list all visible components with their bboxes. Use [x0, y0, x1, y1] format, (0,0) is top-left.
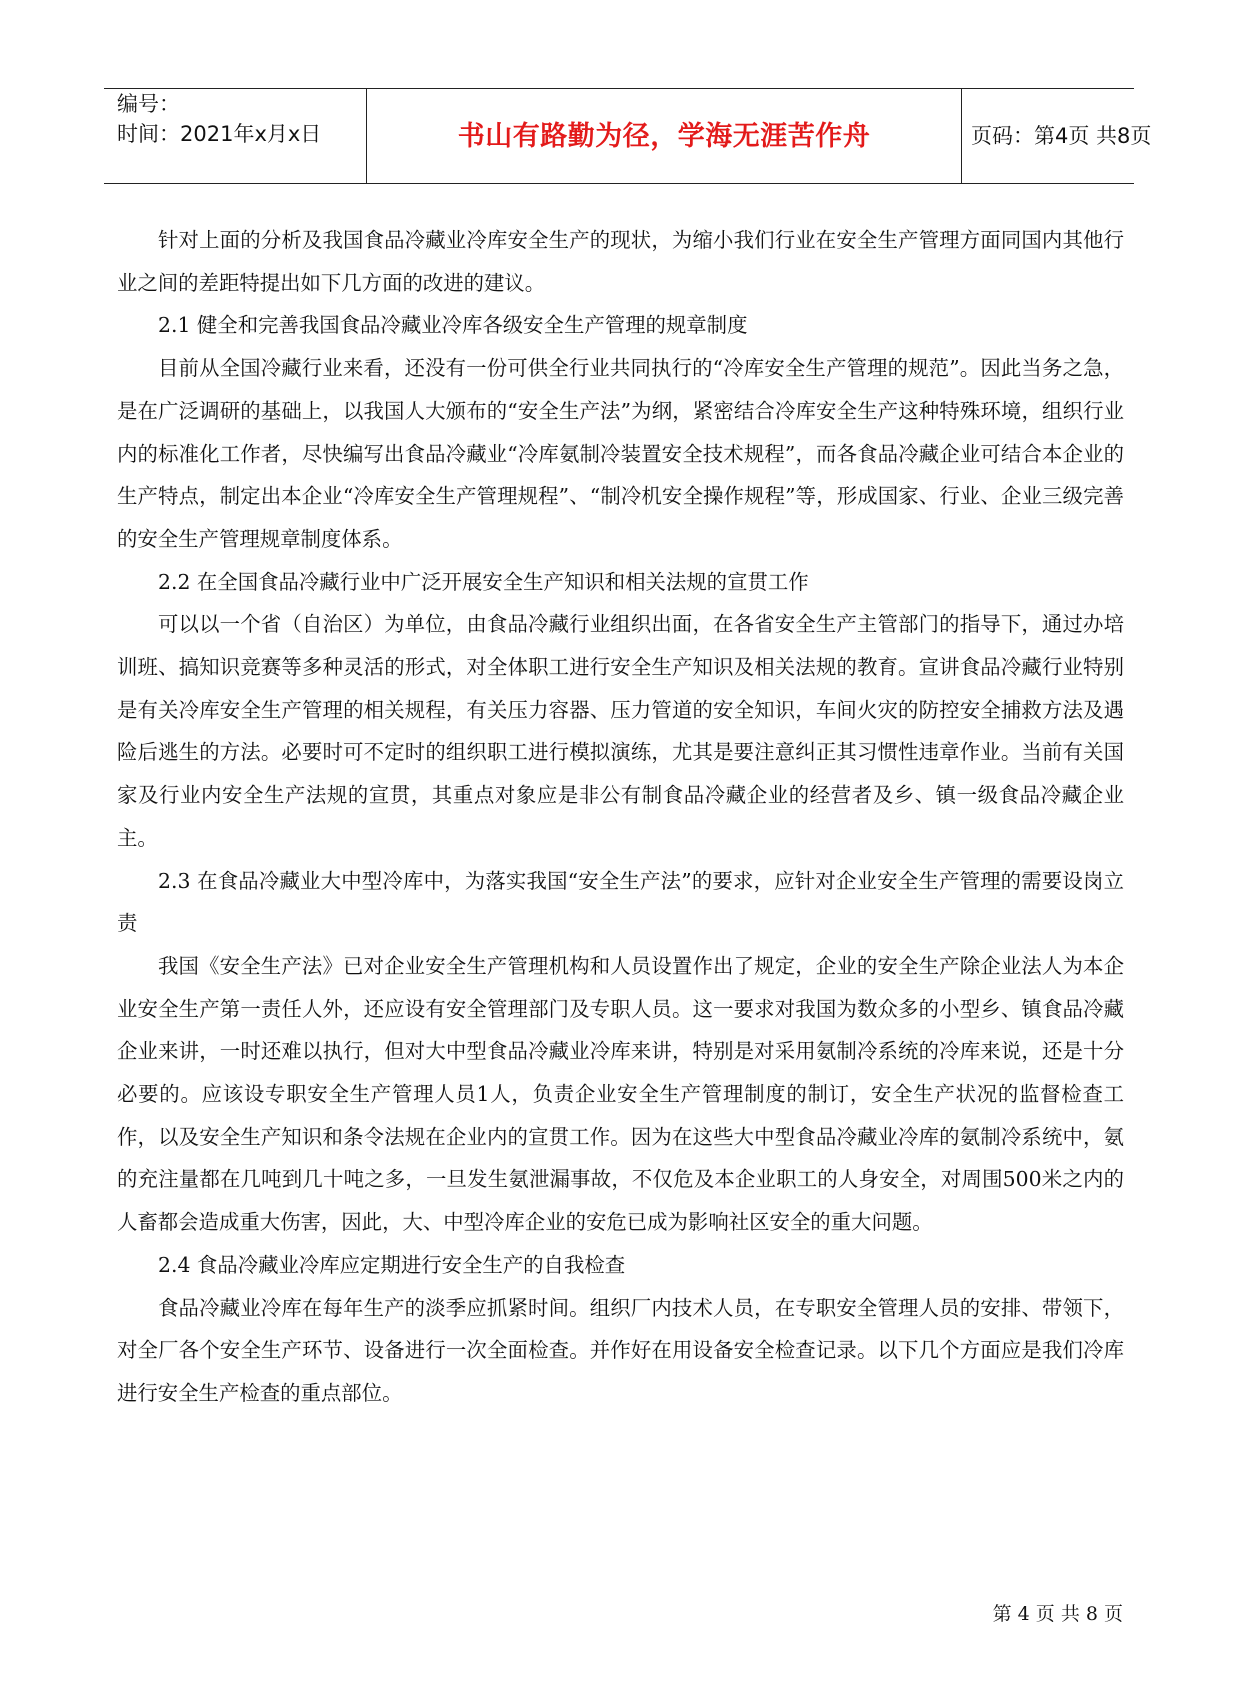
header-motto-cell: [366, 89, 962, 183]
header-left-cell: [104, 89, 366, 183]
body-paragraph: 可以以一个省（自治区）为单位，由食品冷藏行业组织出面，在各省安全生产主管部门的指导下，通过办培训班、搞知识竞赛等多种灵活的形式，对全体职工进行安全生产知识及相关法规的教育。宣讲食品冷藏行业特别是有关冷库安全生产管理的相关规程，有关压力容器、压力管道的安全知识，车间火灾的防控安全捕救方法及遇险后逃生的方法。必要时可不定时的组织职工进行模拟演练，尤其是要注意纠正其习惯性违章作业。当前有关国家及行业内安全生产法规的宣贯，其重点对象应是非公有制食品冷藏企业的经营者及乡、镇一级食品冷藏企业主。: [117, 612, 1124, 850]
section-heading-2-2: 2.2 在全国食品冷藏行业中广泛开展安全生产知识和相关法规的宣贯工作: [158, 569, 809, 594]
document-number-label: 编号：: [117, 92, 180, 116]
section-heading-2-1: 2.1 健全和完善我国食品冷藏业冷库各级安全生产管理的规章制度: [158, 313, 748, 338]
section-heading-2-4: 2.4 食品冷藏业冷库应定期进行安全生产的自我检查: [158, 1252, 626, 1277]
header-motto: 书山有路勤为径，学海无涯苦作舟: [457, 121, 871, 152]
section-heading-2-3: 2.3 在食品冷藏业大中型冷库中，为落实我国“安全生产法”的要求，应针对企业安全生产管理的需要设岗立责: [117, 868, 1124, 936]
header-right-cell: [961, 89, 1152, 183]
document-time-label: 时间：2021年x月x日: [117, 122, 322, 146]
header-page-info: 页码：第4页 共8页: [971, 124, 1152, 148]
body-paragraph: 食品冷藏业冷库在每年生产的淡季应抓紧时间。组织厂内技术人员，在专职安全管理人员的安排、带领下，对全厂各个安全生产环节、设备进行一次全面检查。并作好在用设备安全检查记录。以下几个方面应是我们冷库进行安全生产检查的重点部位。: [117, 1295, 1124, 1405]
page-header: [104, 88, 1152, 184]
page-footer: 第 4 页 共 8 页: [992, 1603, 1123, 1625]
body-paragraph: 针对上面的分析及我国食品冷藏业冷库安全生产的现状，为缩小我们行业在安全生产管理方面同国内其他行业之间的差距特提出如下几方面的改进的建议。: [117, 228, 1124, 295]
body-paragraph: 目前从全国冷藏行业来看，还没有一份可供全行业共同执行的“冷库安全生产管理的规范”。因此当务之急，是在广泛调研的基础上，以我国人大颁布的“安全生产法”为纲，紧密结合冷库安全生产这种特殊环境，组织行业内的标准化工作者，尽快编写出食品冷藏业“冷库氨制冷装置安全技术规程”，而各食品冷藏企业可结合本企业的生产特点，制定出本企业“冷库安全生产管理规程”、“制冷机安全操作规程”等，形成国家、行业、企业三级完善的安全生产管理规章制度体系。: [117, 356, 1124, 551]
document-body: [117, 219, 1124, 1415]
body-paragraph: 我国《安全生产法》已对企业安全生产管理机构和人员设置作出了规定，企业的安全生产除企业法人为本企业安全生产第一责任人外，还应设有安全管理部门及专职人员。这一要求对我国为数众多的小型乡、镇食品冷藏企业来讲，一时还难以执行，但对大中型食品冷藏业冷库来讲，特别是对采用氨制冷系统的冷库来说，还是十分必要的。应该设专职安全生产管理人员1人，负责企业安全生产管理制度的制订，安全生产状况的监督检查工作，以及安全生产知识和条令法规在企业内的宣贯工作。因为在这些大中型食品冷藏业冷库的氨制冷系统中，氨的充注量都在几吨到几十吨之多，一旦发生氨泄漏事故，不仅危及本企业职工的人身安全，对周围500米之内的人畜都会造成重大伤害，因此，大、中型冷库企业的安危已成为影响社区安全的重大问题。: [117, 953, 1124, 1235]
